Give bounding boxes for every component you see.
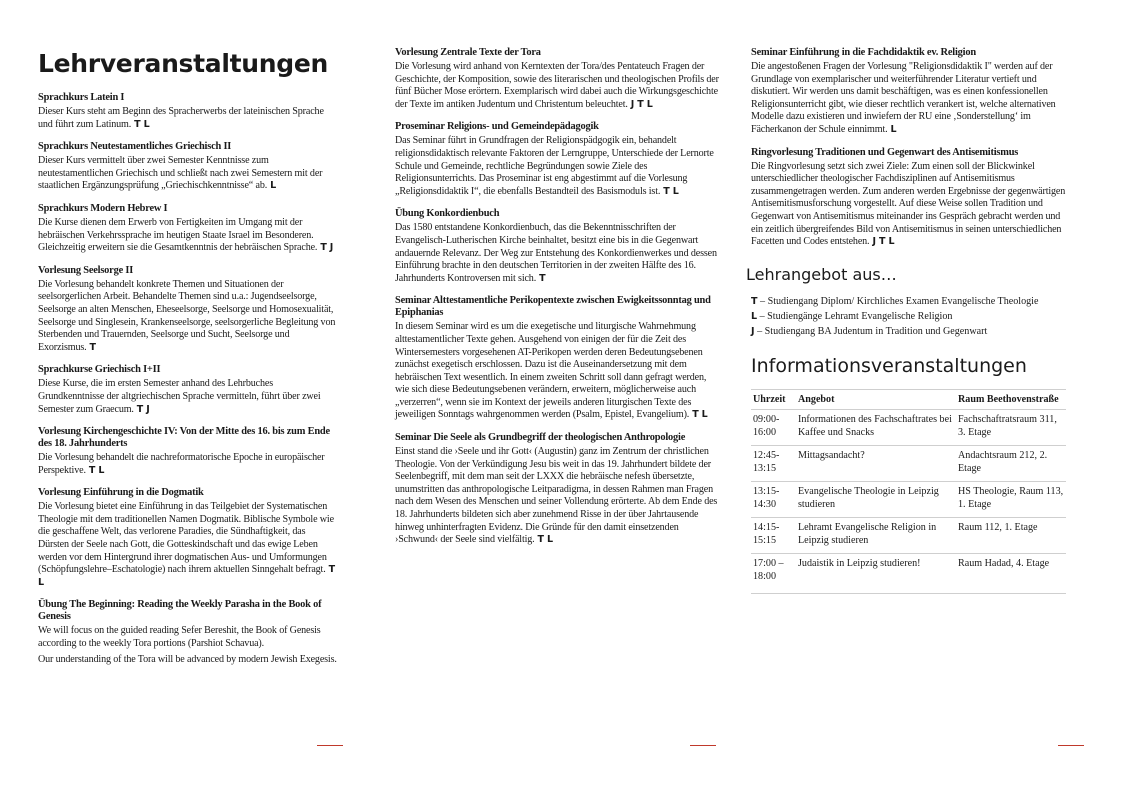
course-tags: T J <box>136 403 150 415</box>
course-title: Proseminar Religions- und Gemeindepädagogik <box>395 121 599 133</box>
info-offer: Evangelische Theologie in Leipzig studieren <box>796 481 956 517</box>
course-description <box>38 106 338 131</box>
page-marker <box>1058 745 1084 746</box>
course-tags: T <box>539 272 546 284</box>
course-tags: T L <box>38 564 335 588</box>
course-entry <box>395 121 720 198</box>
course-title: Sprachkurs Neutestamentliches Griechisch II <box>38 141 232 153</box>
course-title: Seminar Die Seele als Grundbegriff der theologischen Anthropologie <box>395 432 686 444</box>
info-time: 13:15-14:30 <box>751 481 796 517</box>
course-entry <box>38 265 338 355</box>
course-tags: T L <box>88 464 105 476</box>
course-title: Übung The Beginning: Reading the Weekly Parasha in the Book of Genesis <box>38 599 322 623</box>
course-title: Vorlesung Seelsorge II <box>38 264 134 276</box>
course-description <box>395 135 720 198</box>
legend-item <box>751 309 1069 324</box>
course-description <box>38 654 338 667</box>
legend-title: Lehrangebot aus… <box>746 264 897 284</box>
course-description <box>38 378 338 416</box>
info-time: 12:45-13:15 <box>751 445 796 481</box>
page-marker <box>690 745 716 746</box>
course-title: Sprachkurs Latein I <box>38 92 125 103</box>
column-left <box>38 0 338 676</box>
info-header-row <box>751 389 1066 409</box>
header-offer: Angebot <box>796 389 956 409</box>
course-entry <box>395 295 720 422</box>
info-row <box>751 517 1066 553</box>
info-offer: Informationen des Fachschaftrates bei Kaffee und Snacks <box>796 409 956 445</box>
course-entry <box>38 203 338 255</box>
course-description <box>395 321 720 422</box>
header-room: Raum Beethovenstraße <box>956 389 1066 409</box>
course-entry <box>38 426 338 477</box>
course-title: Vorlesung Einführung in die Dogmatik <box>38 487 204 499</box>
course-entry <box>751 147 1069 249</box>
course-description <box>38 501 338 589</box>
course-entry <box>395 432 720 547</box>
legend-item <box>751 324 1069 339</box>
legend-code: T <box>751 295 758 307</box>
course-tags: J T L <box>872 236 895 248</box>
page-title: Lehrveranstaltungen <box>38 49 329 78</box>
course-description-text: Das Seminar führt in Grundfragen der Religionspädgogik ein, behandelt religionsdidaktisch relevante Faktoren der Lerngruppe, Unterschiede der Lernorte Schule und Gemeinde, rechtliche Begründungen sowie Ziele des Religionsunterrichts. Das Proseminar ist eng abgestimmt auf die Vorlesung „Religionsdidaktik I“, die ebenfalls Bestandteil des Basismoduls ist. <box>395 135 714 197</box>
course-title: Ringvorlesung Traditionen und Gegenwart des Antisemitismus <box>751 146 1019 158</box>
course-description-text: Diese Kurse, die im ersten Semester anhand des Lehrbuches Grundkenntnisse der altgriechischen Sprache vermitteln, führt über zwei Semester zum Graecum. <box>38 378 321 415</box>
course-title: Vorlesung Zentrale Texte der Tora <box>395 47 541 58</box>
course-title: Sprachkurse Griechisch I+II <box>38 364 161 376</box>
info-row <box>751 445 1066 481</box>
course-description-text: Die Kurse dienen dem Erwerb von Fertigkeiten im Umgang mit der hebräischen Verkehrssprache im heutigen Staate Israel im Besonderen. Gleichzeitig erweitern sie die Gesamtkenntnis der hebräischen Sprache. <box>38 216 318 254</box>
course-tags: T L <box>692 409 708 421</box>
course-description <box>395 446 720 547</box>
info-time: 09:00-16:00 <box>751 409 796 445</box>
legend-text: – Studiengang Diplom/ Kirchliches Examen Evangelische Theologie <box>760 295 1039 307</box>
course-description-text: Einst stand die ›Seele und ihr Gott‹ (Augustin) ganz im Zentrum der christlichen Theologie. Von der Verkündigung Jesu bis weit in das 19. Jahrhundert bildete der Seelenbegriff, mit dem man seit der LXXX die hebräische nefesh übersetzte, unumstritten das anthropologische Leitparadigma, in dessen Rahmen man Fragen nach dem Wesen des Menschen und seiner Vollendung erörterte. Ab dem Ende des 18. Jahrhunderts bildeten sich aber zunehmend Risse in der über Jahrtausende hinweg unhinterfragten Evidenz. Die Gründe für den damit einsetzenden ›Schwund‹ der Seele sind vielfältig. <box>395 446 718 546</box>
course-title: Vorlesung Kirchengeschichte IV: Von der Mitte des 16. bis zum Ende des 18. Jahrhunderts <box>38 426 330 450</box>
column-middle <box>395 47 720 557</box>
course-tags: L <box>890 123 897 135</box>
course-description-text: We will focus on the guided reading Sefer Bereshit, the Book of Genesis according to the weekly Tora portions (Parshiot Schavua). <box>38 625 321 650</box>
course-description <box>751 161 1069 249</box>
course-description <box>38 155 338 193</box>
course-title: Sprachkurs Modern Hebrew I <box>38 202 168 214</box>
course-entry <box>395 208 720 285</box>
course-description <box>38 217 338 255</box>
course-tags: L <box>270 180 277 192</box>
course-entry <box>751 47 1069 137</box>
info-time: 14:15-15:15 <box>751 517 796 553</box>
course-description-text: Die Vorlesung behandelt konkrete Themen und Situationen der seelsorgerlichen Arbeit. Behandelte Themen sind u.a.: Jugendseelsorge, Seelsorge an alten Menschen, Eheseelsorge, Seelsorge und Homosexualität, Seelsorge und Singlesein, Krankenseelsorge, seelsorgerliche Begleitung von Sterbenden und Trauernden, Seelsorge und Sucht, Seelsorge und Exorzismus. <box>38 278 336 353</box>
course-description <box>38 452 338 477</box>
legend-text: – Studiengänge Lehramt Evangelische Religion <box>759 310 953 322</box>
page-marker <box>317 745 343 746</box>
info-offer: Judaistik in Leipzig studieren! <box>796 553 956 593</box>
info-offer: Lehramt Evangelische Religion in Leipzig studieren <box>796 517 956 553</box>
info-title: Informationsveranstaltungen <box>751 354 1027 377</box>
course-description-text: Our understanding of the Tora will be advanced by modern Jewish Exegesis. <box>38 653 337 665</box>
column-right <box>746 47 1069 594</box>
course-description-text: Die Vorlesung behandelt die nachreformatorische Epoche in europäischer Perspektive. <box>38 452 325 476</box>
course-tags: T J <box>320 242 334 254</box>
info-room: Andachtsraum 212, 2. Etage <box>956 445 1066 481</box>
course-description-text: Die angestoßenen Fragen der Vorlesung "Religionsdidaktik I" werden auf der Grundlage von exemplarischer und weiterführender Literatur vertieft und diskutiert. Wir werden uns damit beschäftigen, was es einen konfessionellen Religionsunterricht gibt, wie dieser rechtlich verankert ist, welche alternativen Modelle dazu existieren und inwiefern der RU eine ‚Sonderstellung‘ im Fächerkanon der Schule einnimmt. <box>751 61 1056 135</box>
course-list-left <box>38 92 338 666</box>
course-list-right <box>751 47 1069 249</box>
legend <box>751 294 1069 339</box>
course-description-text: Dieser Kurs vermittelt über zwei Semester Kenntnisse zum neutestamentlichen Griechisch und schließt nach zwei Semestern mit der staatlichen Ergänzungsprüfung „Griechischkenntnisse“ ab. <box>38 155 323 192</box>
course-description-text: Die Vorlesung bietet eine Einführung in das Teilgebiet der Systematischen Theologie mit dem traditionellen Namen Dogmatik. Biblische Symbole wie die geschaffene Welt, das verlorene Paradies, die Sündhaftigkeit, das Dürsten der Seele nach Gott, die Gotteskindschaft und das ewige Leben werden vor dem Hintergrund ihrer dogmatischen Aus- und Umformungen (Schöpfungslehre–Eschatologie) nach ihrem aktuellen Sinngehalt befragt. <box>38 501 334 576</box>
course-entry <box>38 364 338 416</box>
info-row <box>751 553 1066 593</box>
course-description <box>38 279 338 355</box>
legend-code: J <box>751 325 755 337</box>
course-description-text: Das 1580 entstandene Konkordienbuch, das die Bekenntnisschriften der Evangelisch-Lutherischen Kirche beinhaltet, besitzt eine bis in die Gegenwart andauernde Relevanz. Der Weg zur Entstehung des Konkordienwerkes und dessen Einführung brachte in den deutschen Territorien in der zweiten Hälfte des 16. Jahrhunderts Kontroversen mit sich. <box>395 222 717 284</box>
course-tags: T L <box>134 118 150 130</box>
info-room: HS Theologie, Raum 113, 1. Etage <box>956 481 1066 517</box>
course-description <box>751 61 1069 137</box>
info-room: Fachschaftratsraum 311, 3. Etage <box>956 409 1066 445</box>
course-entry <box>38 487 338 589</box>
course-tags: T L <box>663 185 679 197</box>
legend-text: – Studiengang BA Judentum in Tradition und Gegenwart <box>757 325 988 337</box>
course-entry <box>38 599 338 666</box>
course-entry <box>38 141 338 193</box>
course-title: Seminar Einführung in die Fachdidaktik ev. Religion <box>751 47 976 58</box>
course-description <box>395 222 720 285</box>
info-room: Raum Hadad, 4. Etage <box>956 553 1066 593</box>
course-title: Seminar Alttestamentliche Perikopentexte zwischen Ewigkeitssonntag und Epiphanias <box>395 295 711 319</box>
course-description-text: Dieser Kurs steht am Beginn des Spracherwerbs der lateinischen Sprache und führt zum Latinum. <box>38 106 324 130</box>
course-tags: T L <box>537 534 553 546</box>
course-description-text: In diesem Seminar wird es um die exegetische und liturgische Wahrnehmung alttestamentlicher Texte gehen. Ausgehend von einigen der für die Zeit des Wintersemesters vorgesehenen AT-Perikopen werden deren Bedeutungsebenen zunächst exegetisch erschlossen. Dazu ist die Auseinandersetzung mit dem hebräischen Text wesentlich. In einem zweiten Schritt soll dann gefragt werden, wie sich diese Bedeutungsebenen verändern, erweitern, möglicherweise auch „verzerren“, wenn sie im Kontext der jeweils anderen liturgischen Texte des jeweiligen Sonntags wahrgenommen werden (Psalm, Epistel, Evangelium). <box>395 321 707 421</box>
info-table <box>751 389 1066 594</box>
header-time: Uhrzeit <box>751 389 796 409</box>
info-room: Raum 112, 1. Etage <box>956 517 1066 553</box>
info-offer: Mittagsandacht? <box>796 445 956 481</box>
course-tags: J T L <box>630 98 653 110</box>
course-entry <box>395 47 720 111</box>
legend-code: L <box>751 310 758 322</box>
course-list-middle <box>395 47 720 547</box>
info-body <box>751 409 1066 593</box>
course-tags: T <box>89 341 96 353</box>
course-description-text: Die Ringvorlesung setzt sich zwei Ziele: Zum einen soll der Blickwinkel unterschiedlicher theologischer Fachdisziplinen auf Antisemitismus zusammengetragen werden. Zum anderen werden Ergebnisse der gegenwärtigen Antisemitismusforschung vorgestellt. Auf diese Weise sollen Tradition und Gegenwart von Antisemitismus miteinander ins Gespräch gebracht werden und ein zeitlich übergreifendes Bild von Antisemitismus in seinen unterschiedlichen Facetten und Codes entstehen. <box>751 160 1066 248</box>
course-title: Übung Konkordienbuch <box>395 208 500 220</box>
course-description <box>38 625 338 650</box>
info-row <box>751 409 1066 445</box>
info-row <box>751 481 1066 517</box>
legend-item <box>751 294 1069 309</box>
course-description-text: Die Vorlesung wird anhand von Kerntexten der Tora/des Pentateuch Fragen der Geschichte, der Komposition, sowie des literarischen und theologischen Profils der fünf Bücher Mose erörtern. Exemplarisch wird dabei auch die Wirkungsgeschichte der Texte im antiken Judentum und Christentum beleuchtet. <box>395 61 719 110</box>
course-description <box>395 61 720 111</box>
info-time: 17:00 – 18:00 <box>751 553 796 593</box>
course-entry <box>38 92 338 131</box>
